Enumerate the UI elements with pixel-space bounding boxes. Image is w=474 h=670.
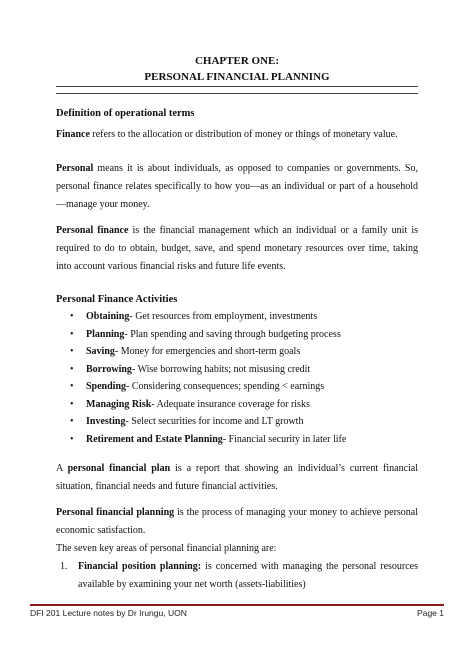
bullet-icon: • xyxy=(70,328,74,340)
activity-text: - Wise borrowing habits; not misusing credit xyxy=(131,363,311,375)
item-number: 1. xyxy=(60,561,68,572)
activities-list xyxy=(56,308,418,448)
activity-term: Borrowing xyxy=(86,363,132,375)
chapter-label: CHAPTER ONE: xyxy=(194,55,280,67)
list-item xyxy=(56,431,418,449)
personal-finance-definition xyxy=(56,222,418,276)
personal-text: means it is about individuals, as opposed to companies or governments. So, personal finance relates specifically to how you—as an individual or part of a household—manage your money. xyxy=(56,163,418,210)
bullet-icon: • xyxy=(70,363,74,375)
list-item xyxy=(56,413,418,431)
numbered-term: Financial position planning: xyxy=(78,561,202,572)
list-item xyxy=(56,343,418,361)
activity-term: Retirement and Estate Planning xyxy=(86,433,223,445)
footer-course: DFI 201 Lecture notes by Dr Irungu, UON xyxy=(30,608,187,618)
bullet-icon: • xyxy=(70,433,74,445)
list-item xyxy=(56,308,418,326)
financial-planning-definition xyxy=(56,504,418,540)
numbered-item xyxy=(56,558,418,594)
bullet-icon: • xyxy=(70,346,74,357)
list-item xyxy=(56,378,418,396)
activity-text: - Plan spending and saving through budgeting process xyxy=(124,328,341,340)
chapter-title: PERSONAL FINANCIAL PLANNING xyxy=(144,71,330,83)
list-item xyxy=(56,361,418,379)
planning-text: is the process of managing your money to achieve personal economic satisfaction. xyxy=(56,507,419,536)
bullet-icon: • xyxy=(70,311,74,322)
numbered-text: is concerned with managing the personal resources available by examining your net worth (assets-liabilities) xyxy=(78,561,418,590)
activity-text: - Money for emergencies and short-term goals xyxy=(114,346,301,357)
finance-text: refers to the allocation or distribution of money or things of monetary value. xyxy=(89,129,398,140)
page-footer xyxy=(30,604,444,618)
activity-text: - Financial security in later life xyxy=(222,433,347,445)
activity-text: - Considering consequences; spending < earnings xyxy=(126,381,325,392)
personal-finance-text: is the financial management which an individual or a family unit is required to do to obtain, budget, save, and spend monetary resources over time, taking into account various financial risks and future life events. xyxy=(56,225,419,272)
activity-term: Managing Risk xyxy=(86,398,152,410)
numbered-item-text xyxy=(78,558,418,594)
list-item xyxy=(56,396,418,414)
personal-definition xyxy=(56,160,418,214)
definitions-heading: Definition of operational terms xyxy=(56,108,195,119)
activity-term: Spending xyxy=(86,381,127,392)
bullet-icon: • xyxy=(70,381,74,392)
finance-definition xyxy=(56,126,418,144)
seven-areas-intro: The seven key areas of personal financial planning are: xyxy=(56,543,277,554)
activity-text: - Get resources from employment, investments xyxy=(129,311,318,322)
personal-finance-term: Personal finance xyxy=(56,225,129,236)
activity-term: Saving xyxy=(86,346,115,357)
plan-prefix: A xyxy=(56,463,68,474)
activity-term: Planning xyxy=(86,328,125,340)
list-item xyxy=(56,326,418,344)
personal-term: Personal xyxy=(56,163,94,174)
activity-text: - Select securities for income and LT growth xyxy=(125,416,304,427)
financial-plan-definition xyxy=(56,460,418,496)
title-divider xyxy=(56,86,418,94)
planning-term: Personal financial planning xyxy=(56,507,175,518)
bullet-icon: • xyxy=(70,398,74,410)
bullet-icon: • xyxy=(70,416,74,427)
activity-term: Obtaining xyxy=(86,311,130,322)
activities-heading: Personal Finance Activities xyxy=(56,294,178,305)
plan-term: personal financial plan xyxy=(67,463,171,474)
activity-term: Investing xyxy=(86,416,126,427)
activity-text: - Adequate insurance coverage for risks xyxy=(151,398,310,410)
page-number: Page 1 xyxy=(417,608,444,618)
plan-text: is a report that showing an individual’s current financial situation, financial needs and future financial activities. xyxy=(56,463,418,492)
finance-term: Finance xyxy=(56,129,90,140)
numbered-list xyxy=(56,558,418,594)
